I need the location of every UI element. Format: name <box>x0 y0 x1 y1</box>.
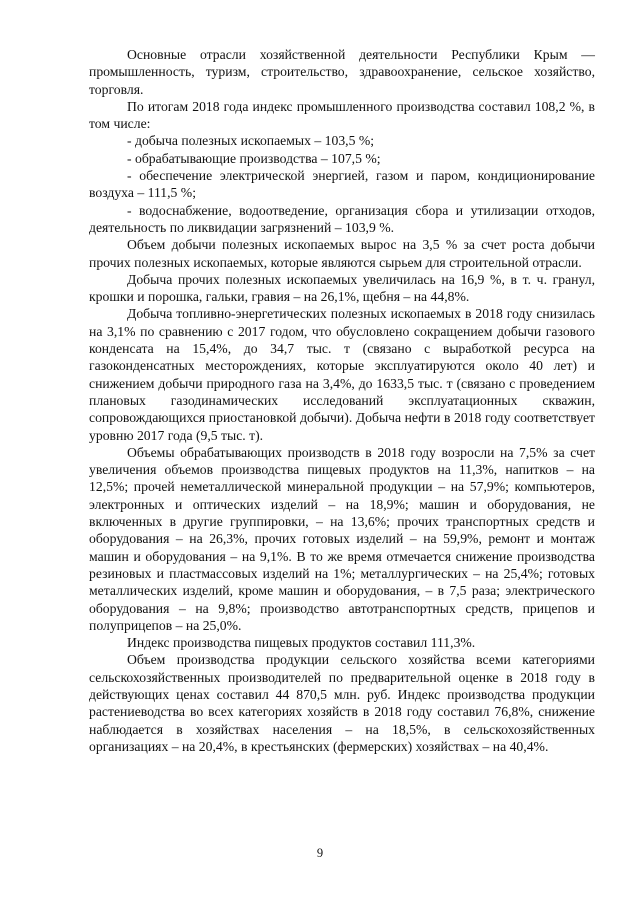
paragraph-agriculture: Объем производства продукции сельского хозяйства всеми категориями сельскохозяйственных производителей по предварительной оценке в 2018 году в действующих ценах составил 44 870,5 млн. руб. Индекс производства продукции растениеводства во всех категориях хозяйств в 2018 году составил 76,8%, снижение наблюдается в хозяйствах населения – на 18,5%, в сельскохозяйственных организациях – на 20,4%, в крестьянских (фермерских) хозяйствах – на 40,4%. <box>89 652 595 754</box>
list-item-energy-supply: - обеспечение электрической энергией, газом и паром, кондиционирование воздуха – 111,5 %; <box>89 168 595 201</box>
page-number: 9 <box>316 846 324 860</box>
paragraph-mining-growth: Объем добычи полезных ископаемых вырос на 3,5 % за счет роста добычи прочих полезных ископаемых, которые являются сырьем для строительной отрасли. <box>89 237 595 270</box>
paragraph-fuel-energy: Добыча топливно-энергетических полезных ископаемых в 2018 году снизилась на 3,1% по сравнению с 2017 годом, что обусловлено сокращением добычи газового конденсата на 15,4%, до 34,7 тыс. т (связано с выработкой ресурса на газоконденсатных месторождениях, которые эксплуатируются около 40 лет) и снижением добычи природного газа на 3,4%, до 1633,5 тыс. т (связано с проведением плановых газодинамических исследований эксплуатационных скважин, сопровождающихся приостановкой добычи). Добыча нефти в 2018 году соответствует уровню 2017 года (9,5 тыс. т). <box>89 306 595 443</box>
paragraph-other-minerals: Добыча прочих полезных ископаемых увеличилась на 16,9 %, в т. ч. гранул, крошки и порошка, гальки, гравия – на 26,1%, щебня – на 44,8%. <box>89 271 595 305</box>
paragraph-manufacturing-volumes: Объемы обрабатывающих производств в 2018 году возросли на 7,5% за счет увеличения объемов производства пищевых продуктов на 11,3%, напитков – на 12,5%; прочей неметаллической минеральной продукции – на 57,9%; компьютеров, электронных и оптических изделий – на 18,9%; машин и оборудования, не включенных в другие группировки, – на 13,6%; прочих транспортных средств и оборудования – на 26,3%, прочих готовых изделий – на 59,9%, ремонт и монтаж машин и оборудования – на 9,1%. В то же время отмечается снижение производства резиновых и пластмассовых изделий на 1%; металлургических – на 25,4%; готовых металлических изделий, кроме машин и оборудования, – в 7,5 раза; электрического оборудования – на 9,8%; производство автотранспортных средств, прицепов и полуприцепов – на 25,0%. <box>89 444 595 633</box>
list-item-mining: - добыча полезных ископаемых – 103,5 %; <box>127 133 375 149</box>
list-item-manufacturing: - обрабатывающие производства – 107,5 %; <box>127 150 381 166</box>
paragraph-food-index: Индекс производства пищевых продуктов составил 111,3%. <box>127 635 476 651</box>
paragraph-industrial-index: По итогам 2018 года индекс промышленного производства составил 108,2 %, в том числе: <box>89 98 595 132</box>
document-body <box>89 46 595 755</box>
paragraph-main-industries: Основные отрасли хозяйственной деятельности Республики Крым — промышленность, туризм, строительство, здравоохранение, сельское хозяйство, торговля. <box>89 47 595 97</box>
list-item-water-supply: - водоснабжение, водоотведение, организация сбора и утилизации отходов, деятельность по ликвидации загрязнений – 103,9 %. <box>89 202 595 235</box>
